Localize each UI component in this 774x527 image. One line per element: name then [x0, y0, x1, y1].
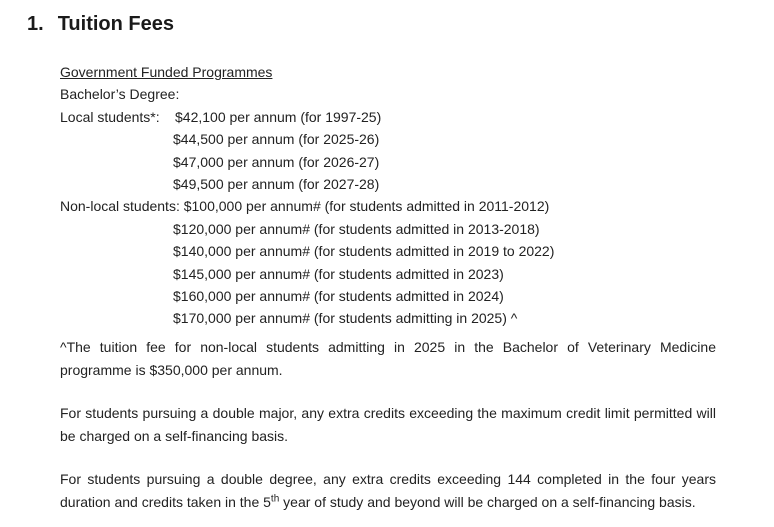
- local-fee: $49,500 per annum (for 2027-28): [173, 175, 380, 192]
- ordinal-suffix: th: [270, 493, 280, 505]
- heading-number: 1.: [27, 13, 44, 35]
- local-fee: $47,000 per annum (for 2026-27): [173, 153, 380, 170]
- vet-medicine-note: ^The tuition fee for non-local students admitting in 2025 in the Bachelor of Veterinary Medicine programme is $350,000 per annum.: [60, 338, 716, 378]
- double-major-note: For students pursuing a double major, any extra credits exceeding the maximum credit limit permitted will be charged on a self-financing basis.: [60, 404, 716, 444]
- non-local-fee-row: [60, 195, 716, 217]
- local-students-label: Local students*:: [60, 108, 160, 125]
- page-heading: [27, 13, 174, 36]
- non-local-students-label: Non-local students:: [60, 198, 180, 215]
- non-local-fee: $160,000 per annum# (for students admitted in 2024): [173, 287, 504, 304]
- section-title: Government Funded Programmes: [60, 64, 273, 80]
- heading-title: Tuition Fees: [57, 13, 174, 35]
- double-degree-note: [60, 468, 716, 514]
- local-fee: $42,100 per annum (for 1997-25): [175, 108, 382, 125]
- non-local-fee: $170,000 per annum# (for students admitting in 2025) ^: [173, 310, 518, 327]
- tuition-fees-content: [60, 61, 716, 514]
- local-fee: $44,500 per annum (for 2025-26): [173, 131, 380, 148]
- degree-label: Bachelor’s Degree:: [60, 86, 180, 103]
- double-degree-text: For students pursuing a double degree, any extra credits exceeding 144 completed in the four years duration and credits taken in the 5: [60, 470, 716, 510]
- local-fee-row: [60, 106, 716, 128]
- non-local-fee: $140,000 per annum# (for students admitted in 2019 to 2022): [173, 243, 555, 260]
- non-local-fee: $120,000 per annum# (for students admitted in 2013-2018): [173, 220, 540, 237]
- non-local-fee: $100,000 per annum# (for students admitted in 2011-2012): [183, 198, 550, 215]
- non-local-fee: $145,000 per annum# (for students admitted in 2023): [173, 265, 504, 282]
- double-degree-text-end: year of study and beyond will be charged on a self-financing basis.: [279, 493, 696, 510]
